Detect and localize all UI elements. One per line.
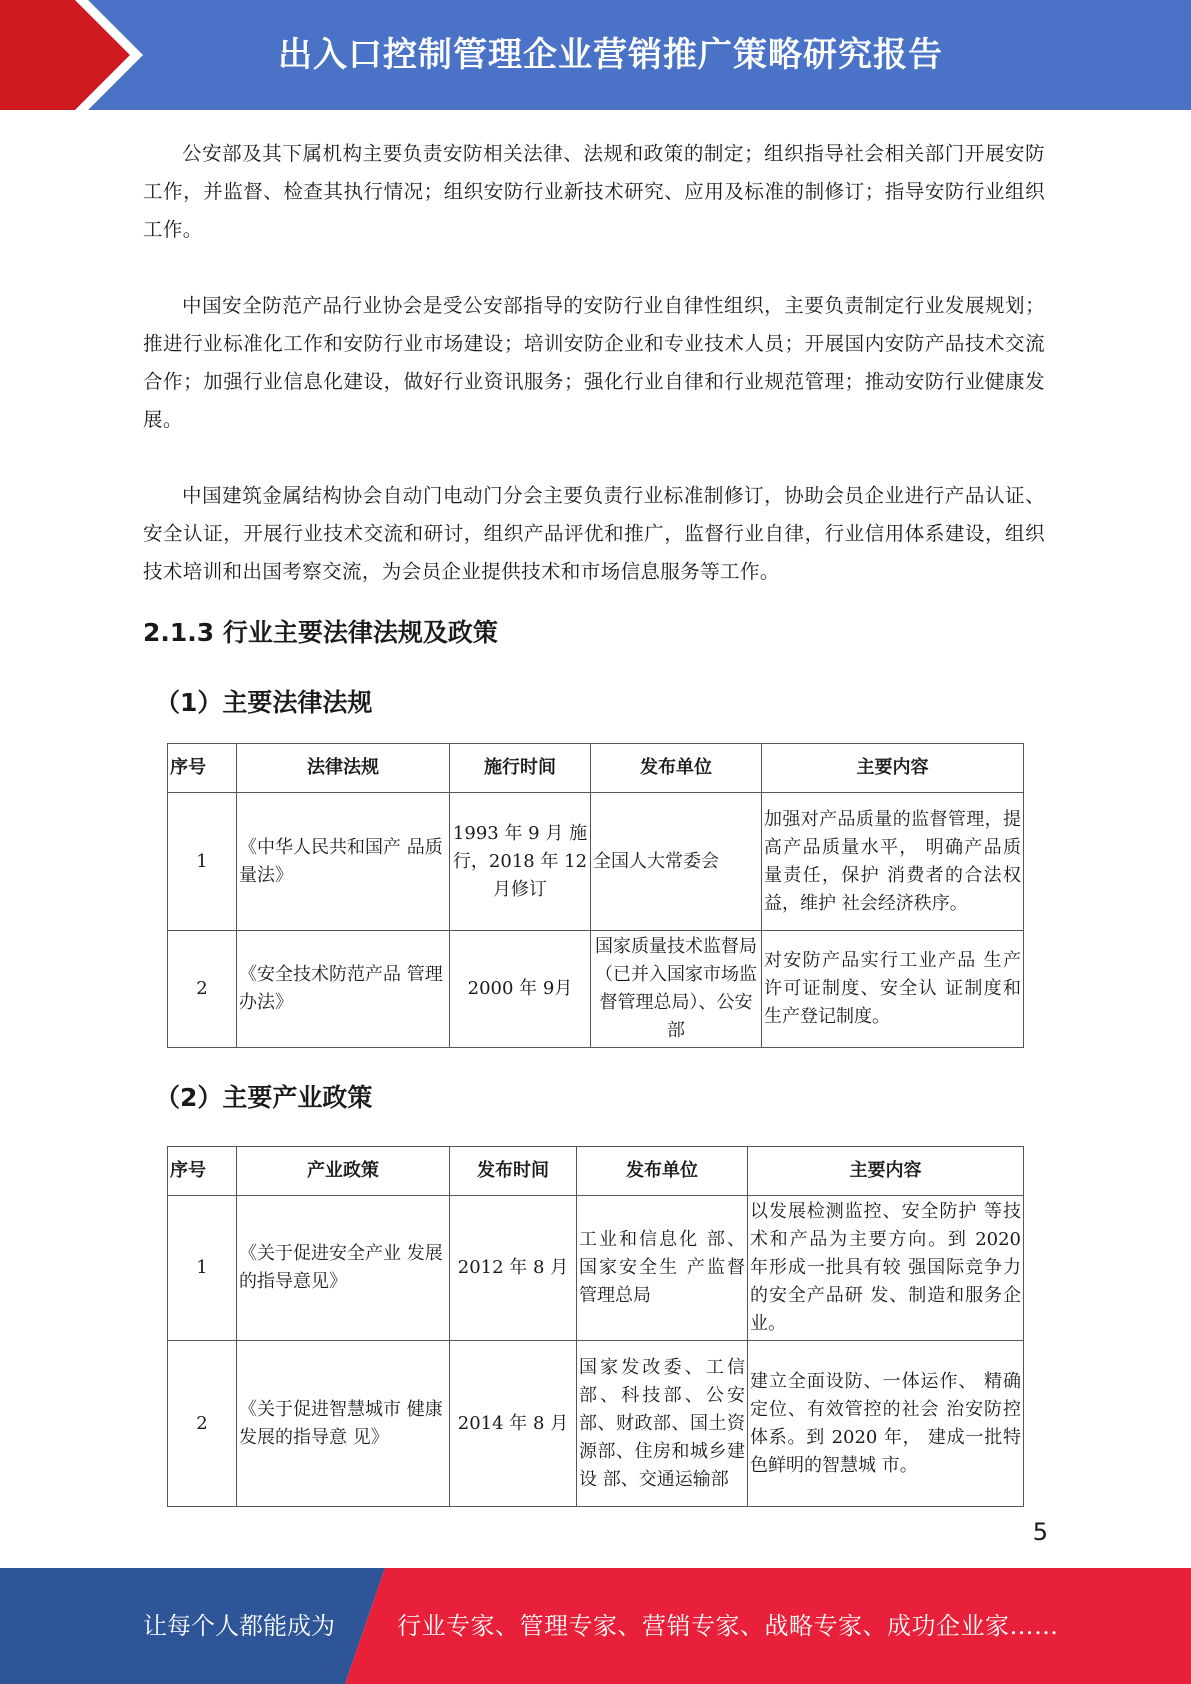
row-number: 1: [168, 1196, 237, 1341]
header-cell: 主要内容: [748, 1147, 1024, 1196]
issuer: 国家发改委、工信部、科技部、公安部、财政部、国土资源部、住房和城乡建设 部、交通运输部: [577, 1341, 748, 1507]
policies-table: [167, 1146, 1024, 1507]
policy-name: 《关于促进安全产业 发展的指导意见》: [237, 1196, 450, 1341]
paragraph-mps: 公安部及其下属机构主要负责安防相关法律、法规和政策的制定；组织指导社会相关部门开展安防工作，并监督、检查其执行情况；组织安防行业新技术研究、应用及标准的制修订；指导安防行业组织工作。: [143, 142, 1045, 241]
main-content-cell: 对安防产品实行工业产品 生产许可证制度、安全认 证制度和生产登记制度。: [762, 931, 1024, 1048]
table-row: [168, 1196, 1024, 1341]
laws-subtitle: （1）主要法律法规: [155, 688, 373, 717]
policy-name: 《关于促进智慧城市 健康发展的指导意 见》: [237, 1341, 450, 1507]
row-number: 2: [168, 931, 237, 1048]
header-cell: 序号: [168, 744, 237, 793]
paragraph-association: 中国安全防范产品行业协会是受公安部指导的安防行业自律性组织，主要负责制定行业发展规划；推进行业标准化工作和安防行业市场建设；培训安防企业和专业技术人员；开展国内安防产品技术交流合作；加强行业信息化建设，做好行业资讯服务；强化行业自律和行业规范管理；推动安防行业健康发展。: [143, 294, 1045, 431]
section-heading: 2.1.3 行业主要法律法规及政策: [143, 618, 498, 647]
chevron-arrow-logo: [0, 0, 160, 110]
header-cell: 法律法规: [237, 744, 450, 793]
page-header: [0, 0, 1191, 110]
effective-time: 1993 年 9 月 施行，2018 年 12 月修订: [450, 793, 591, 931]
page-number: 5: [1032, 1518, 1048, 1546]
main-content-cell: 以发展检测监控、安全防护 等技术和产品为主要方向。到 2020 年形成一批具有较 强国际竞争力的安全产品研 发、制造和服务企业。: [748, 1196, 1024, 1341]
header-cell: 序号: [168, 1147, 237, 1196]
laws-table: [167, 743, 1024, 1048]
table-header-row: [168, 1147, 1024, 1196]
effective-time: 2000 年 9月: [450, 931, 591, 1048]
table-row: [168, 1341, 1024, 1507]
table-row: [168, 793, 1024, 931]
report-title: 出入口控制管理企业营销推广策略研究报告: [278, 35, 943, 75]
footer-slogan-left: 让每个人都能成为: [143, 1612, 335, 1640]
issuer: 全国人大常委会: [591, 793, 762, 931]
policies-subtitle: （2）主要产业政策: [155, 1083, 373, 1112]
row-number: 1: [168, 793, 237, 931]
footer-slogan-right: 行业专家、管理专家、营销专家、战略专家、成功企业家……: [397, 1612, 1059, 1640]
publish-time: 2014 年 8 月: [450, 1341, 577, 1507]
header-cell: 发布时间: [450, 1147, 577, 1196]
paragraph-door-branch: 中国建筑金属结构协会自动门电动门分会主要负责行业标准制修订，协助会员企业进行产品认证、安全认证，开展行业技术交流和研讨，组织产品评优和推广，监督行业自律，行业信用体系建设，组织技术培训和出国考察交流，为会员企业提供技术和市场信息服务等工作。: [143, 484, 1045, 583]
law-name: 《安全技术防范产品 管理办法》: [237, 931, 450, 1048]
table-header-row: [168, 744, 1024, 793]
main-content: [143, 135, 1045, 723]
row-number: 2: [168, 1341, 237, 1507]
header-cell: 主要内容: [762, 744, 1024, 793]
law-name: 《中华人民共和国产 品质量法》: [237, 793, 450, 931]
page-footer: [0, 1568, 1191, 1684]
main-content-cell: 建立全面设防、一体运作、 精确定位、有效管控的社会 治安防控体系。到 2020 年， 建成一批特色鲜明的智慧城 市。: [748, 1341, 1024, 1507]
header-cell: 施行时间: [450, 744, 591, 793]
header-cell: 产业政策: [237, 1147, 450, 1196]
issuer: 国家质量技术监督局（已并入国家市场监督管理总局）、公安部: [591, 931, 762, 1048]
publish-time: 2012 年 8 月: [450, 1196, 577, 1341]
main-content-cell: 加强对产品质量的监督管理，提高产品质量水平， 明确产品质量责任，保护 消费者的合法权益，维护 社会经济秩序。: [762, 793, 1024, 931]
header-cell: 发布单位: [591, 744, 762, 793]
issuer: 工业和信息化 部、国家安全生 产监督管理总局: [577, 1196, 748, 1341]
header-cell: 发布单位: [577, 1147, 748, 1196]
table-row: [168, 931, 1024, 1048]
